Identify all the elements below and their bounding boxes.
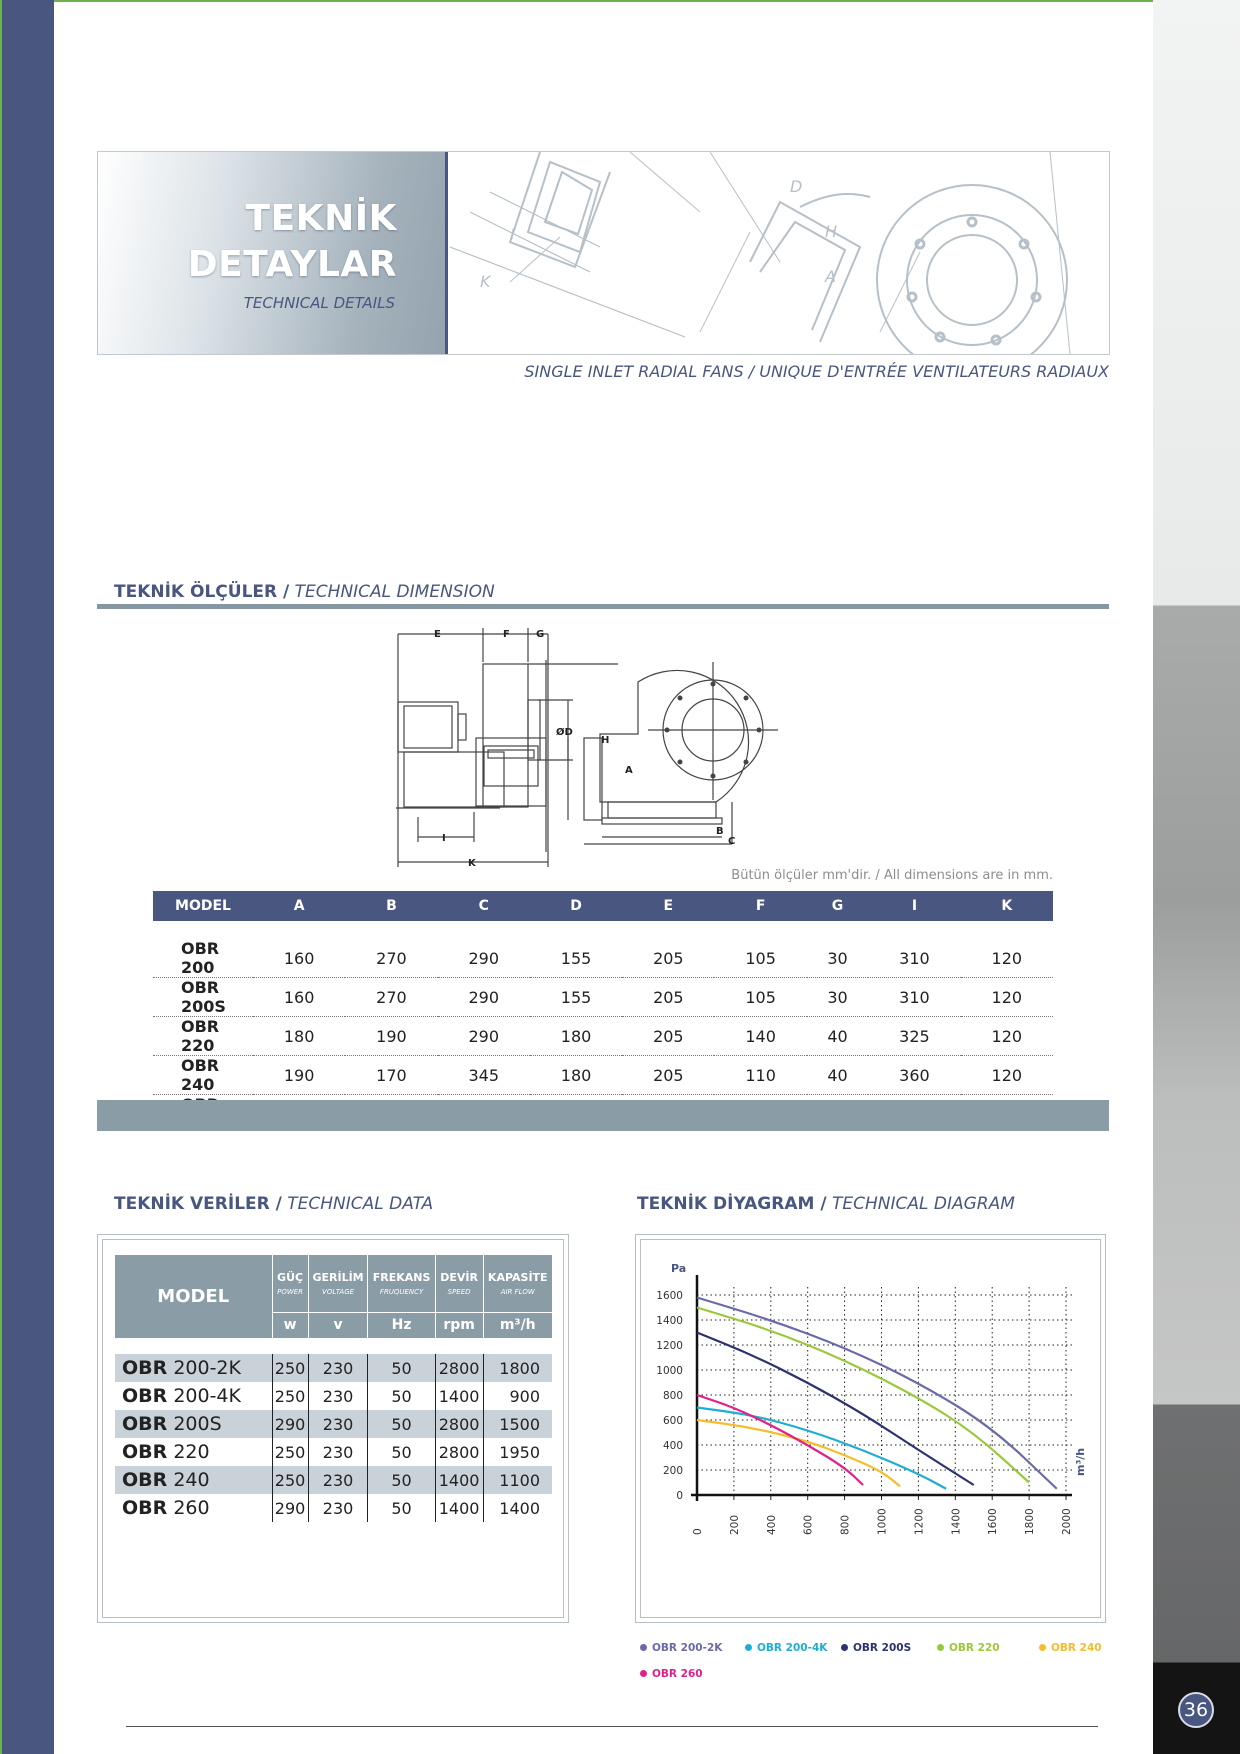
chart-y-tick-label: 600 <box>662 1415 683 1427</box>
dimension-value-cell: 160 <box>253 939 345 978</box>
technical-data-value-cell: 230 <box>308 1410 368 1438</box>
dimension-value-cell: 180 <box>253 1017 345 1056</box>
dimension-value-cell: 120 <box>961 939 1053 978</box>
dimension-value-cell: 290 <box>438 978 530 1017</box>
dimension-value-cell: 105 <box>714 978 806 1017</box>
dimension-value-cell: 120 <box>961 1017 1053 1056</box>
technical-data-model-cell <box>115 1494 272 1522</box>
chart-x-tick-label: 1600 <box>987 1508 1000 1535</box>
dimension-value-cell: 155 <box>530 939 622 978</box>
chart-y-tick-label: 1400 <box>656 1315 683 1327</box>
dimension-title-en: TECHNICAL DIMENSION <box>294 582 495 602</box>
dimension-model-cell: OBR 220 <box>153 1017 253 1056</box>
legend-dot-icon <box>640 1644 647 1651</box>
dimension-value-cell: 205 <box>622 1056 714 1095</box>
technical-data-model-cell <box>115 1382 272 1410</box>
legend-label: OBR 200-2K <box>652 1642 723 1654</box>
technical-data-value-cell: 230 <box>308 1382 368 1410</box>
technical-data-title-en: TECHNICAL DATA <box>287 1194 434 1214</box>
technical-data-row <box>115 1466 552 1494</box>
dimension-value-cell: 310 <box>868 939 960 978</box>
dimension-section-title <box>114 582 495 602</box>
dimension-header-row <box>153 891 1053 921</box>
model-code: 200S <box>173 1413 222 1435</box>
technical-data-table <box>115 1255 552 1522</box>
chart-x-tick-label: 800 <box>839 1514 852 1535</box>
chart-x-tick-label: 400 <box>765 1514 778 1535</box>
diagram-frame-inner <box>640 1239 1101 1618</box>
data-unit-speed: rpm <box>435 1312 483 1338</box>
technical-data-value-cell: 50 <box>368 1410 435 1438</box>
chart-x-tick-label: 1400 <box>950 1508 963 1535</box>
model-prefix: OBR <box>122 1357 168 1379</box>
technical-data-model-cell <box>115 1354 272 1382</box>
dim-label-e: E <box>434 629 441 640</box>
technical-data-row <box>115 1410 552 1438</box>
technical-data-value-cell: 290 <box>272 1494 308 1522</box>
technical-data-title <box>114 1194 433 1214</box>
technical-data-value-cell: 230 <box>308 1438 368 1466</box>
dimension-value-cell: 190 <box>253 1056 345 1095</box>
diagram-frame <box>635 1234 1106 1623</box>
dimension-value-cell: 205 <box>622 978 714 1017</box>
technical-data-frame <box>97 1234 569 1623</box>
chart-x-tick-label: 600 <box>802 1514 815 1535</box>
data-col-power: GÜÇ POWER <box>272 1255 308 1312</box>
banner-title-line2: DETAYLAR <box>187 244 397 285</box>
technical-data-value-cell: 1950 <box>483 1438 552 1466</box>
dimension-row <box>153 939 1053 978</box>
dim-label-g: G <box>536 629 545 640</box>
dim-label-c: C <box>728 836 736 847</box>
chart-y-tick-label: 400 <box>662 1440 683 1452</box>
dim-col-f: F <box>714 891 806 921</box>
technical-data-value-cell: 1100 <box>483 1466 552 1494</box>
dim-col-d: D <box>530 891 622 921</box>
banner-title <box>188 196 397 288</box>
dim-label-h: H <box>601 735 610 746</box>
technical-data-value-cell: 50 <box>368 1354 435 1382</box>
technical-data-value-cell: 1400 <box>435 1494 483 1522</box>
dimension-table <box>153 891 1053 1133</box>
banner-title-line1: TEKNİK <box>245 198 397 239</box>
dim-col-e: E <box>622 891 714 921</box>
model-prefix: OBR <box>122 1385 168 1407</box>
dimension-value-cell: 40 <box>807 1056 869 1095</box>
technical-data-value-cell: 900 <box>483 1382 552 1410</box>
technical-data-model-cell <box>115 1438 272 1466</box>
dimension-value-cell: 360 <box>868 1056 960 1095</box>
technical-data-value-cell: 250 <box>272 1354 308 1382</box>
model-prefix: OBR <box>122 1497 168 1519</box>
chart-y-tick-label: 200 <box>662 1465 683 1477</box>
dimension-value-cell: 110 <box>714 1056 806 1095</box>
dimension-value-cell: 270 <box>345 939 437 978</box>
chart-y-tick-label: 800 <box>662 1390 683 1402</box>
banner-fan-drawing <box>450 152 1110 354</box>
technical-data-row <box>115 1438 552 1466</box>
dimension-value-cell: 180 <box>530 1017 622 1056</box>
dimension-value-cell: 140 <box>714 1017 806 1056</box>
legend-item <box>640 1642 722 1654</box>
svg-text:H: H <box>825 222 838 241</box>
bottom-rule <box>126 1726 1098 1727</box>
dim-col-k: K <box>961 891 1053 921</box>
dimension-value-cell: 205 <box>622 1017 714 1056</box>
left-side-bar <box>0 0 54 1754</box>
dimension-value-cell: 180 <box>530 1056 622 1095</box>
dimension-model-cell: OBR 240 <box>153 1056 253 1095</box>
legend-item <box>1039 1642 1102 1654</box>
dimension-value-cell: 325 <box>868 1017 960 1056</box>
chart-y-axis-label: Pa <box>671 1262 687 1275</box>
data-unit-power: w <box>272 1312 308 1338</box>
dimension-value-cell: 160 <box>253 978 345 1017</box>
legend-dot-icon <box>745 1644 752 1651</box>
legend-label: OBR 200S <box>853 1642 912 1654</box>
chart-x-tick-label: 1200 <box>913 1508 926 1535</box>
dimension-value-cell: 120 <box>961 978 1053 1017</box>
chart-x-tick-label: 1800 <box>1024 1508 1037 1535</box>
dimension-value-cell: 155 <box>530 978 622 1017</box>
dimension-title-tr: TEKNİK ÖLÇÜLER / <box>114 582 290 602</box>
technical-diagram-title-en: TECHNICAL DIAGRAM <box>831 1194 1015 1214</box>
dim-label-i: I <box>442 833 446 844</box>
dimension-value-cell: 345 <box>438 1056 530 1095</box>
dimension-value-cell: 170 <box>345 1056 437 1095</box>
legend-label: OBR 220 <box>949 1642 1000 1654</box>
legend-label: OBR 200-4K <box>757 1642 828 1654</box>
legend-dot-icon <box>841 1644 848 1651</box>
dimension-model-cell: OBR 200 <box>153 939 253 978</box>
technical-data-value-cell: 230 <box>308 1466 368 1494</box>
technical-data-value-cell: 50 <box>368 1466 435 1494</box>
technical-data-value-cell: 1800 <box>483 1354 552 1382</box>
chart-y-tick-label: 1600 <box>656 1290 683 1302</box>
technical-data-value-cell: 250 <box>272 1466 308 1494</box>
technical-diagram-title-tr: TEKNİK DİYAGRAM / <box>637 1194 827 1214</box>
chart-x-tick-label: 1000 <box>876 1508 889 1535</box>
chart-x-tick-label: 2000 <box>1061 1508 1073 1535</box>
dim-col-g: G <box>807 891 869 921</box>
svg-text:D: D <box>790 177 803 196</box>
technical-data-row <box>115 1354 552 1382</box>
technical-data-value-cell: 230 <box>308 1494 368 1522</box>
dimension-value-cell: 40 <box>807 1017 869 1056</box>
header-banner <box>97 151 1110 355</box>
performance-chart <box>641 1240 1102 1619</box>
data-unit-voltage: v <box>308 1312 368 1338</box>
chart-y-tick-label: 1000 <box>656 1365 683 1377</box>
dim-label-f: F <box>503 629 510 640</box>
svg-text:A: A <box>825 267 836 286</box>
page-number: 36 <box>1178 1692 1214 1728</box>
dimension-row <box>153 1017 1053 1056</box>
legend-item <box>640 1668 703 1680</box>
technical-data-model-cell <box>115 1466 272 1494</box>
dim-col-model: MODEL <box>153 891 253 921</box>
chart-y-tick-label: 0 <box>676 1490 683 1502</box>
dimension-value-cell: 120 <box>961 1056 1053 1095</box>
chart-x-axis-label: m³/h <box>1074 1447 1087 1476</box>
technical-data-value-cell: 250 <box>272 1382 308 1410</box>
data-col-frequency: FREKANS FRUQUENCY <box>368 1255 435 1312</box>
dimension-value-cell: 190 <box>345 1017 437 1056</box>
chart-y-tick-label: 1200 <box>656 1340 683 1352</box>
data-unit-frequency: Hz <box>368 1312 435 1338</box>
technical-data-value-cell: 1400 <box>435 1382 483 1410</box>
svg-text:I: I <box>510 225 515 244</box>
dim-label-d: ØD <box>556 727 573 738</box>
dimension-value-cell: 290 <box>438 939 530 978</box>
chart-x-tick-label: 0 <box>692 1528 704 1535</box>
right-side-strip <box>1153 0 1240 1754</box>
legend-dot-icon <box>937 1644 944 1651</box>
technical-data-value-cell: 250 <box>272 1438 308 1466</box>
model-prefix: OBR <box>122 1413 168 1435</box>
legend-item <box>745 1642 827 1654</box>
dimension-value-cell: 310 <box>868 978 960 1017</box>
model-code: 200-2K <box>173 1357 241 1379</box>
dim-col-c: C <box>438 891 530 921</box>
technical-data-value-cell: 2800 <box>435 1410 483 1438</box>
technical-data-value-cell: 50 <box>368 1438 435 1466</box>
dim-col-b: B <box>345 891 437 921</box>
data-unit-airflow: m³/h <box>483 1312 552 1338</box>
dimension-row <box>153 978 1053 1017</box>
legend-item <box>841 1642 911 1654</box>
dim-col-i: I <box>868 891 960 921</box>
model-prefix: OBR <box>122 1441 168 1463</box>
banner-subtitle: TECHNICAL DETAILS <box>243 294 395 312</box>
technical-data-value-cell: 1500 <box>483 1410 552 1438</box>
technical-data-value-cell: 1400 <box>483 1494 552 1522</box>
dim-label-b: B <box>716 826 724 837</box>
data-col-model: MODEL <box>115 1255 272 1338</box>
dimension-model-cell: OBR 200S <box>153 978 253 1017</box>
fan-dimension-drawing <box>388 622 838 872</box>
technical-data-row <box>115 1382 552 1410</box>
model-prefix: OBR <box>122 1469 168 1491</box>
dimension-value-cell: 105 <box>714 939 806 978</box>
dimension-value-cell: 205 <box>622 939 714 978</box>
dim-label-k: K <box>468 858 476 869</box>
banner-title-panel <box>98 152 448 354</box>
technical-data-value-cell: 2800 <box>435 1438 483 1466</box>
technical-data-title-tr: TEKNİK VERİLER / <box>114 1194 282 1214</box>
model-code: 260 <box>173 1497 210 1519</box>
model-code: 240 <box>173 1469 210 1491</box>
technical-data-value-cell: 50 <box>368 1494 435 1522</box>
data-col-voltage: GERİLİM VOLTAGE <box>308 1255 368 1312</box>
dim-col-a: A <box>253 891 345 921</box>
dim-label-a: A <box>625 765 633 776</box>
legend-dot-icon <box>1039 1644 1046 1651</box>
top-border <box>0 0 1153 2</box>
section-divider-band <box>97 1100 1109 1131</box>
data-col-airflow: KAPASİTE AIR FLOW <box>483 1255 552 1312</box>
dimension-value-cell: 270 <box>345 978 437 1017</box>
legend-label: OBR 260 <box>652 1668 703 1680</box>
technical-data-row <box>115 1494 552 1522</box>
banner-caption: SINGLE INLET RADIAL FANS / UNIQUE D'ENTRÉE VENTILATEURS RADIAUX <box>524 362 1109 381</box>
technical-data-value-cell: 230 <box>308 1354 368 1382</box>
dimension-row <box>153 1056 1053 1095</box>
dimension-value-cell: 30 <box>807 978 869 1017</box>
technical-data-value-cell: 50 <box>368 1382 435 1410</box>
dimension-value-cell: 30 <box>807 939 869 978</box>
legend-dot-icon <box>640 1670 647 1677</box>
technical-data-model-cell <box>115 1410 272 1438</box>
model-code: 200-4K <box>173 1385 241 1407</box>
chart-x-tick-label: 200 <box>728 1514 741 1535</box>
legend-label: OBR 240 <box>1051 1642 1102 1654</box>
technical-diagram-title <box>637 1194 1015 1214</box>
technical-data-value-cell: 290 <box>272 1410 308 1438</box>
dimension-value-cell: 290 <box>438 1017 530 1056</box>
data-col-speed: DEVİR SPEED <box>435 1255 483 1312</box>
dimension-units-note: Bütün ölçüler mm'dir. / All dimensions are in mm. <box>731 868 1053 883</box>
svg-text:K: K <box>480 272 491 291</box>
dimension-section-rule <box>97 604 1109 609</box>
technical-data-value-cell: 2800 <box>435 1354 483 1382</box>
legend-item <box>937 1642 1000 1654</box>
model-code: 220 <box>173 1441 210 1463</box>
technical-data-value-cell: 1400 <box>435 1466 483 1494</box>
